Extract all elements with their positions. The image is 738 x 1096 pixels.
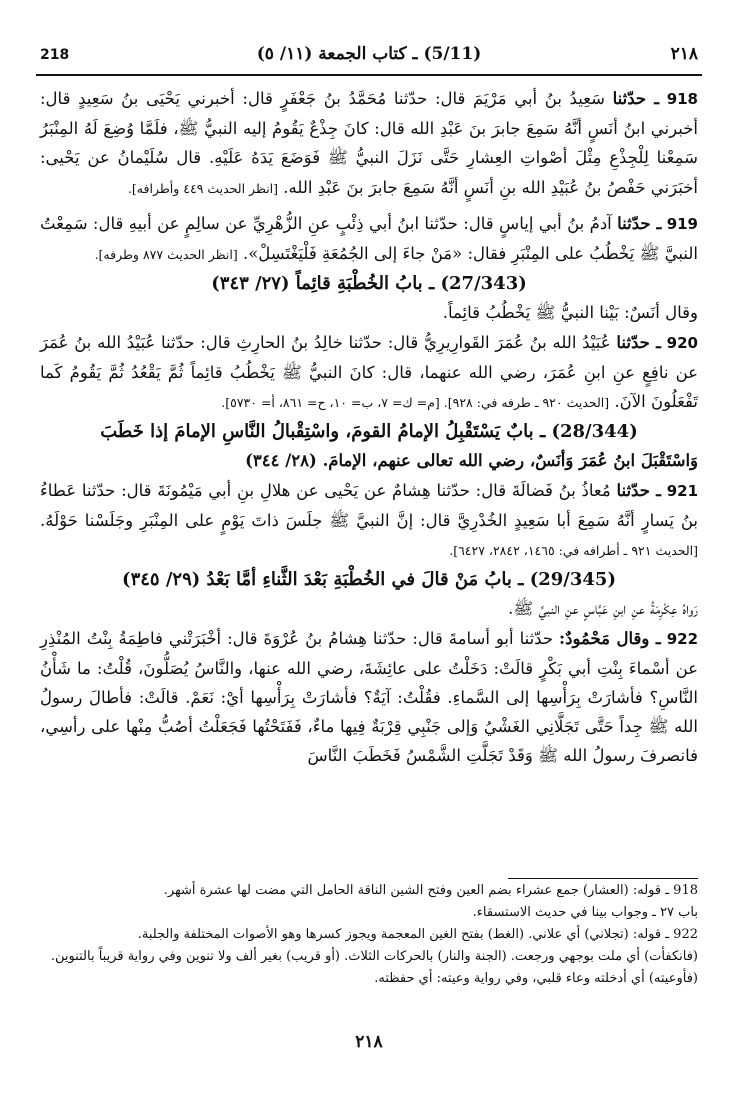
page-number-arabic: ٢١٨ <box>670 44 698 64</box>
hadith-920 <box>40 328 698 418</box>
hadith-921 <box>40 476 698 566</box>
page-footer-number: ٢١٨ <box>355 1032 383 1052</box>
hadith-text: مُعاذُ بنُ فَضالَةَ قال: حدّثنا هِشامٌ عن يَحْيى عن هلالِ بنِ أبي مَيْمُونَةَ قال: حدّثنا عَطاءُ بنُ يَسارٍ أنَّهُ سَمِعَ أبا سَعِيدٍ الخُدْرِيَّ قال: إنَّ النبيَّ ﷺ جلَسَ ذاتَ يَوْمٍ على المِنْبَرِ وجَلَسْنا حَوْلَهُ. <box>40 480 698 530</box>
hadith-text: آدمُ بنُ أبي إياسٍ قال: حدّثنا ابنُ أبي ذِئْبٍ عنِ الزُّهْرِيِّ عن سالِمٍ عن أبيهِ قال: سَمِعْتُ النبيَّ ﷺ يَخْطُبُ على المِنْبَرِ فقال: «مَنْ جاءَ إلى الجُمُعَةِ فَلْيَغْتَسِلْ». <box>40 213 698 264</box>
hadith-ref: [الحديث ٩٢١ ـ أطرافه في: ١٤٦٥، ٢٨٤٢، ٦٤٢٧]. <box>449 543 698 559</box>
footnotes <box>40 880 698 990</box>
hadith-number: 919 <box>666 214 698 233</box>
hadith-ref: [انظر الحديث ٨٧٧ وطرفه]. <box>94 247 238 263</box>
running-title: (5/11) ـ كتاب الجمعة (١١/ ٥) <box>256 44 482 64</box>
bab-heading-344: (28/344) ـ بابٌ يَسْتَقْبِلُ الإمامُ القومَ، واسْتِقْبالُ النَّاسِ الإمامَ إذا خَطَبَ <box>100 421 638 443</box>
hadith-lead: ـ حدّثنا <box>617 213 662 233</box>
hadith-lead: ـ حدّثنا <box>616 480 661 500</box>
bab-heading-345: (29/345) ـ بابُ مَنْ قالَ في الخُطْبَةِ بَعْدَ الثَّناءِ أمَّا بَعْدُ (٢٩/ ٣٤٥) <box>122 569 616 591</box>
hadith-lead: ـ حدّثنا <box>612 89 660 108</box>
footnote: (فانكفأت) أي ملت بوجهي ورجعت. (الجنة والنار) بالحركات الثلاث. (أو قريب) بغير ألف ولا تنوين وفي رواية قريباً بالتنوين. (فأوعيته) أي أدخلته وعاء قلبي، وفي رواية وعيته: أي حفظته. <box>50 949 698 986</box>
bab-intro: وَاسْتَقْبَلَ ابنُ عُمَرَ وَأنَسٌ، رضي الله تعالى عنهم، الإمامَ. (٢٨/ ٣٤٤) <box>245 451 698 471</box>
bab-intro: وقال أنَسٌ: بَيْنا النبيُّ ﷺ يَخْطُبُ قائِماً. <box>442 303 698 323</box>
hadith-number: 920 <box>666 333 698 352</box>
hadith-919 <box>40 209 698 269</box>
hadith-text: حدّثنا أبو أسامةَ قال: حدّثنا هِشامُ بنُ عُرْوَةَ قال: أخْبَرَتْني فاطِمَةُ بِنْتُ المُنْذِرِ عن أسْماءَ بِنْتِ أبي بَكْرٍ قالَتْ: دَخَلْتُ على عائِشَةَ، رضي الله عنها، والنَّاسُ يُصَلُّونَ، قُلْتُ: ما شَأْنُ النَّاسِ؟ فأشارَتْ بِرَأْسِها إلى السَّماءِ. فقُلْتُ: آيَةٌ؟ فأشارَتْ بِرَأْسِها أيْ: نَعَمْ. قالَتْ: فأطالَ رسولُ الله ﷺ جِداً حَتَّى تَجَلَّانِي الغَشْيُ وَإلى جَنْبِي قِرْبَةٌ فِيها ماءٌ، فَفَتَحْتُها فَجَعَلْتُ أصُبُّ مِنْها على رأسِي، فانصرفَ رسولُ الله ﷺ وَقَدْ تَجَلَّتِ الشَّمْسُ فَخَطَبَ النَّاسَ <box>40 628 698 766</box>
hadith-ref: [الحديث ٩٢٠ ـ طرفه في: ٩٢٨]. [م= ك= ٧، ب= ١٠، ح= ٨٦١، أ= ٥٧٣٠]. <box>221 395 610 411</box>
footnote: باب ٢٧ ـ وجواب بينا في حديث الاستسقاء. <box>472 905 698 920</box>
hadith-number: 922 <box>666 629 699 648</box>
hadith-ref: [انظر الحديث ٤٤٩ وأطرافه]. <box>127 180 279 196</box>
header-rule <box>36 74 702 76</box>
page-header <box>36 44 702 72</box>
hadith-922 <box>40 624 698 771</box>
bab-intro: رَواهُ عِكْرِمَةُ عنِ ابنِ عَبَّاسٍ عنِ النبيِّ ﷺ. <box>508 599 698 619</box>
hadith-text: عُبَيْدُ الله بنُ عُمَرَ القَوارِيرِيُّ قال: حدّثنا خالِدُ بنُ الحارِثِ قال: حدّثنا عُبَيْدُ الله بنُ عُمَرَ عن نافِعٍ عنِ ابنِ عُمَرَ، رضي الله عنهما، قال: كانَ النبيُّ ﷺ يَخْطُبُ قائِماً ثُمَّ يَقْعُدُ ثُمَّ يَقُومُ كَما تَفْعَلُونَ الآنَ. <box>40 332 698 412</box>
page-number-latin: 218 <box>40 47 70 63</box>
hadith-number: 921 <box>666 481 699 500</box>
footnote: 918 ـ قوله: (العشار) جمع عشراء بضم العين وفتح الشين الناقة الحامل التي مضت لها عشرة أشهر. <box>163 883 698 898</box>
hadith-number: 918 <box>666 90 698 108</box>
main-text <box>40 84 698 771</box>
bab-heading-343: (27/343) ـ بابُ الخُطْبَةِ قائِماً (٢٧/ ٣٤٣) <box>211 273 527 295</box>
footnote: 922 ـ قوله: (تجلاني) أي علاني. (الغط) بفتح الغين المعجمة ويجوز كسرها وهو الأصوات المختلفة والجلبة. <box>137 927 698 942</box>
hadith-918 <box>40 84 698 203</box>
hadith-lead: ـ وقال مَحْمُودٌ: <box>559 628 661 648</box>
footnote-rule <box>508 878 698 879</box>
hadith-lead: ـ حدّثنا <box>616 332 661 352</box>
hadith-text: سَعِيدُ بنُ أبي مَرْيَمَ قال: حدّثنا مُحَمَّدُ بنُ جَعْفَرٍ قال: أخبرني يَحْيَى بنُ سَعِيدٍ قال: أخبرني ابنُ أنَسٍ أنَّهُ سَمِعَ جابرَ بنَ عَبْدِ الله قال: كانَ جِذْعٌ يَقُومُ إليه النبيُّ ﷺ، فلَمَّا وُضِعَ لَهُ المِنْبَرُ سَمِعْنا لِلْجِذْعِ مِثْلَ أصْواتِ العِشارِ حَتَّى نَزَلَ النبيُّ ﷺ فَوَضَعَ يَدَهُ عَلَيْهِ. قال سُلَيْمانُ عن يَحْيى: أخبَرَني حَفْصُ بنُ عُبَيْدِ الله بنِ أنَسٍ أنَّهُ سَمِعَ جابرَ بنَ عَبْدِ الله. <box>40 89 698 197</box>
